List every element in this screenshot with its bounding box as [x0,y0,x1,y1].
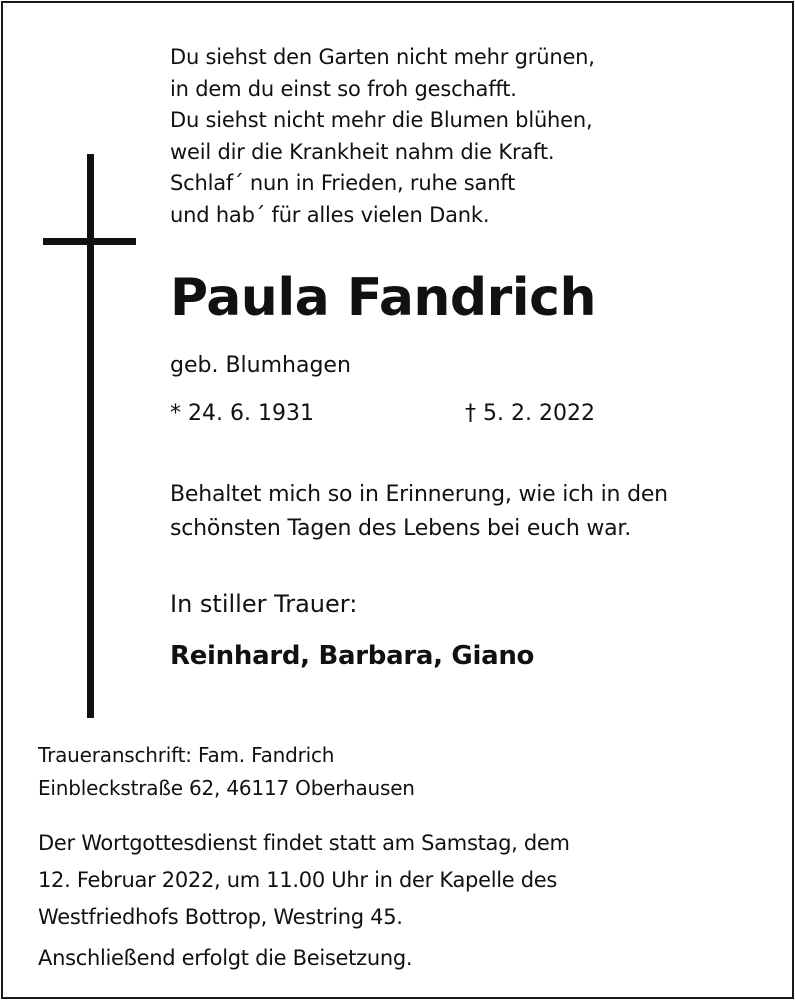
death-date: † 5. 2. 2022 [465,401,595,426]
address-line: Traueranschrift: Fam. Fandrich [38,743,335,767]
poem-line: Schlaf´ nun in Frieden, ruhe sanft [170,171,516,196]
birth-date: * 24. 6. 1931 [170,401,314,426]
cross-horizontal-bar [43,238,136,245]
deceased-name: Paula Fandrich [170,268,596,328]
maiden-name: geb. Blumhagen [170,353,351,378]
service-line: 12. Februar 2022, um 11.00 Uhr in der Kapelle des [38,868,558,892]
quote-line: Behaltet mich so in Erinnerung, wie ich in den [170,482,668,507]
poem-line: Du siehst nicht mehr die Blumen blühen, [170,108,593,133]
poem-line: Du siehst den Garten nicht mehr grünen, [170,45,595,69]
poem-line: und hab´ für alles vielen Dank. [170,202,490,227]
mourners-names: Reinhard, Barbara, Giano [170,641,535,671]
service-line: Westfriedhofs Bottrop, Westring 45. [38,905,403,929]
mourning-label: In stiller Trauer: [170,590,358,618]
mourning-address [38,739,415,805]
poem-line: weil dir die Krankheit nahm die Kraft. [170,139,555,164]
poem [170,42,595,232]
quote-line: schönsten Tagen des Lebens bei euch war. [170,516,632,541]
burial-info: Anschließend erfolgt die Beisetzung. [38,946,413,970]
poem-line: in dem du einst so froh geschafft. [170,76,517,101]
service-line: Der Wortgottesdienst findet statt am Samstag, dem [38,831,570,855]
service-info [38,825,570,936]
address-line: Einbleckstraße 62, 46117 Oberhausen [38,776,415,800]
quote [170,478,668,546]
